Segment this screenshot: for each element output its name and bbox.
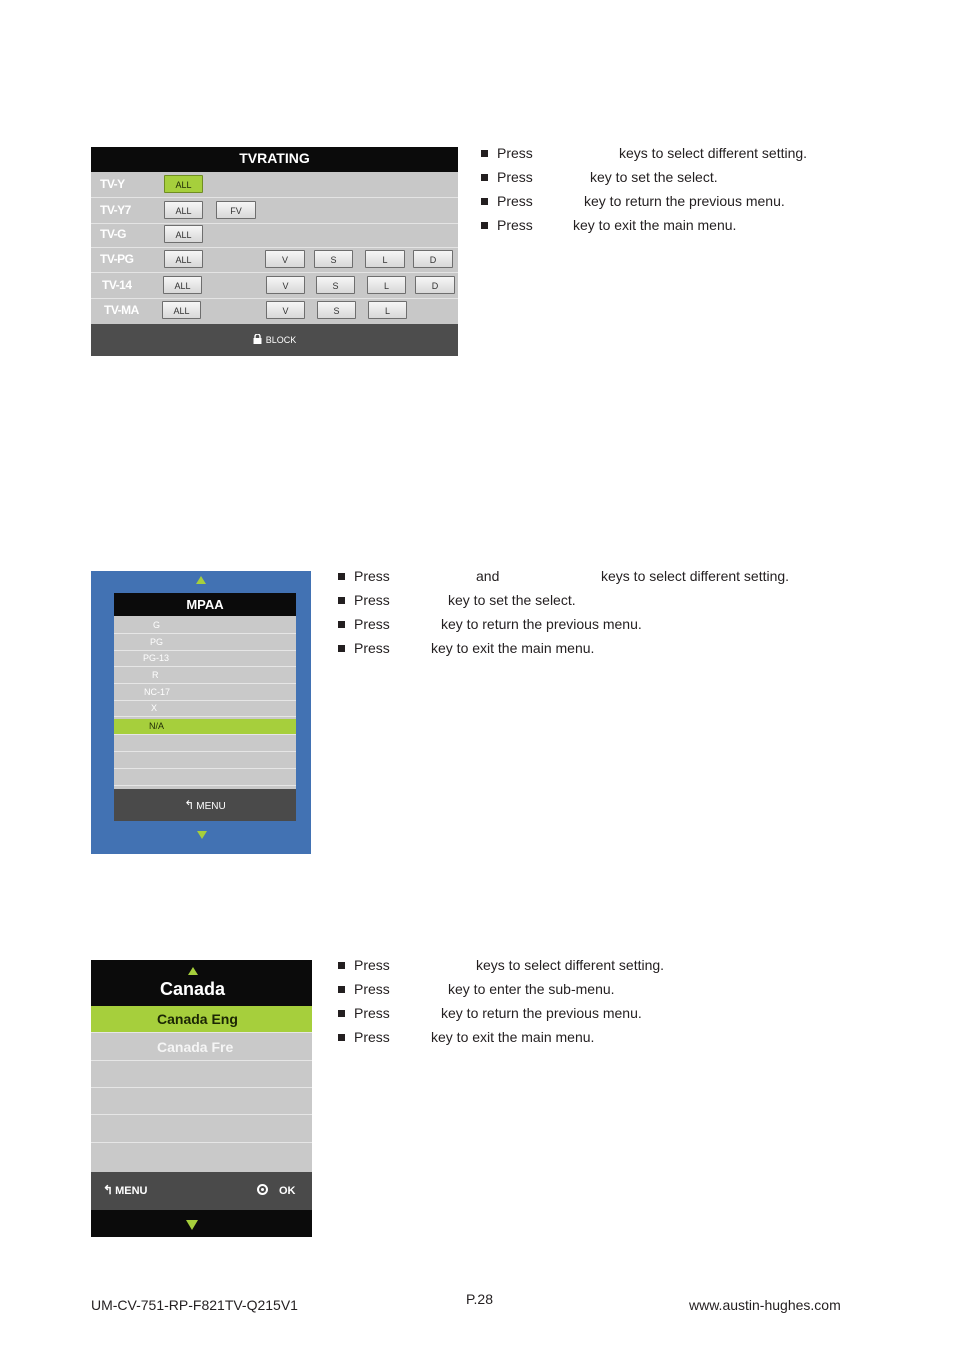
rating-row-tv-g[interactable]	[91, 222, 458, 248]
rating-row-tv-y[interactable]	[91, 172, 458, 198]
doc-id: UM-CV-751-RP-F821TV-Q215V1	[91, 1297, 298, 1313]
canada-title: Canada	[159, 979, 226, 999]
s-toggle[interactable]: S	[316, 276, 355, 294]
list-item-selected[interactable]: Canada Eng	[91, 1006, 312, 1033]
lock-icon	[253, 325, 262, 334]
list-item[interactable]: X	[114, 701, 296, 717]
scroll-up-icon[interactable]	[196, 576, 206, 584]
list-item[interactable]: Canada Fre	[91, 1034, 312, 1061]
website-link[interactable]: www.austin-hughes.com	[689, 1297, 841, 1313]
page-number: P.28	[466, 1291, 493, 1307]
block-footer	[91, 324, 458, 356]
return-icon: ↰	[184, 798, 195, 812]
rating-row-tv-14[interactable]	[91, 273, 458, 299]
all-toggle[interactable]: ALL	[164, 175, 203, 193]
list-item-empty	[114, 753, 296, 769]
s-toggle[interactable]: S	[314, 250, 353, 268]
l-toggle[interactable]: L	[368, 301, 407, 319]
rating-label: TV-MA	[104, 303, 139, 317]
list-item-empty	[91, 1116, 312, 1143]
canada-panel	[91, 960, 312, 1237]
ok-icon	[257, 1184, 268, 1195]
all-toggle[interactable]: ALL	[164, 250, 203, 268]
d-toggle[interactable]: D	[413, 250, 453, 268]
canada-footer	[91, 1172, 312, 1210]
v-toggle[interactable]: V	[265, 250, 305, 268]
list-item-empty	[91, 1088, 312, 1115]
menu-button[interactable]: ↰ MENU	[103, 1183, 148, 1197]
list-item[interactable]: PG-13	[114, 651, 296, 667]
all-toggle[interactable]: ALL	[162, 301, 201, 319]
scroll-down-icon[interactable]	[197, 831, 207, 839]
list-item-empty	[114, 736, 296, 752]
all-toggle[interactable]: ALL	[164, 201, 203, 219]
v-toggle[interactable]: V	[266, 301, 305, 319]
canada-bottom-bar	[91, 1210, 312, 1237]
tvrating-panel	[91, 147, 458, 356]
rating-label: TV-Y	[100, 177, 125, 191]
scroll-up-icon[interactable]	[188, 967, 198, 975]
l-toggle[interactable]: L	[365, 250, 405, 268]
list-item[interactable]: G	[114, 618, 296, 634]
l-toggle[interactable]: L	[367, 276, 406, 294]
rating-row-tv-y7[interactable]	[91, 198, 458, 224]
fv-toggle[interactable]: FV	[216, 201, 256, 219]
rating-row-tv-ma[interactable]	[91, 298, 458, 323]
menu-footer[interactable]: ↰ MENU	[114, 789, 296, 821]
s-toggle[interactable]: S	[317, 301, 356, 319]
tvrating-title: TVRATING	[91, 147, 458, 172]
rating-label: TV-14	[102, 278, 132, 292]
list-item[interactable]: R	[114, 668, 296, 684]
ok-button[interactable]: OK	[279, 1185, 296, 1197]
return-icon: ↰	[103, 1183, 114, 1197]
list-item-empty	[114, 770, 296, 786]
mpaa-title: MPAA	[114, 593, 296, 616]
mpaa-menu	[114, 593, 296, 821]
rating-label: TV-PG	[100, 252, 134, 266]
mpaa-panel	[91, 571, 311, 854]
d-toggle[interactable]: D	[415, 276, 455, 294]
all-toggle[interactable]: ALL	[163, 276, 202, 294]
list-item[interactable]: NC-17	[114, 685, 296, 701]
canada-header	[91, 960, 312, 1006]
v-toggle[interactable]: V	[266, 276, 305, 294]
list-item-selected[interactable]: N/A	[114, 719, 296, 735]
list-item-empty	[91, 1144, 312, 1171]
list-item-empty	[91, 1061, 312, 1088]
list-item[interactable]: PG	[114, 635, 296, 651]
rating-label: TV-G	[100, 227, 127, 241]
scroll-down-icon[interactable]	[186, 1220, 198, 1230]
block-label: BLOCK	[265, 335, 297, 345]
rating-row-tv-pg[interactable]	[91, 247, 458, 273]
all-toggle[interactable]: ALL	[164, 225, 203, 243]
rating-label: TV-Y7	[100, 203, 131, 217]
